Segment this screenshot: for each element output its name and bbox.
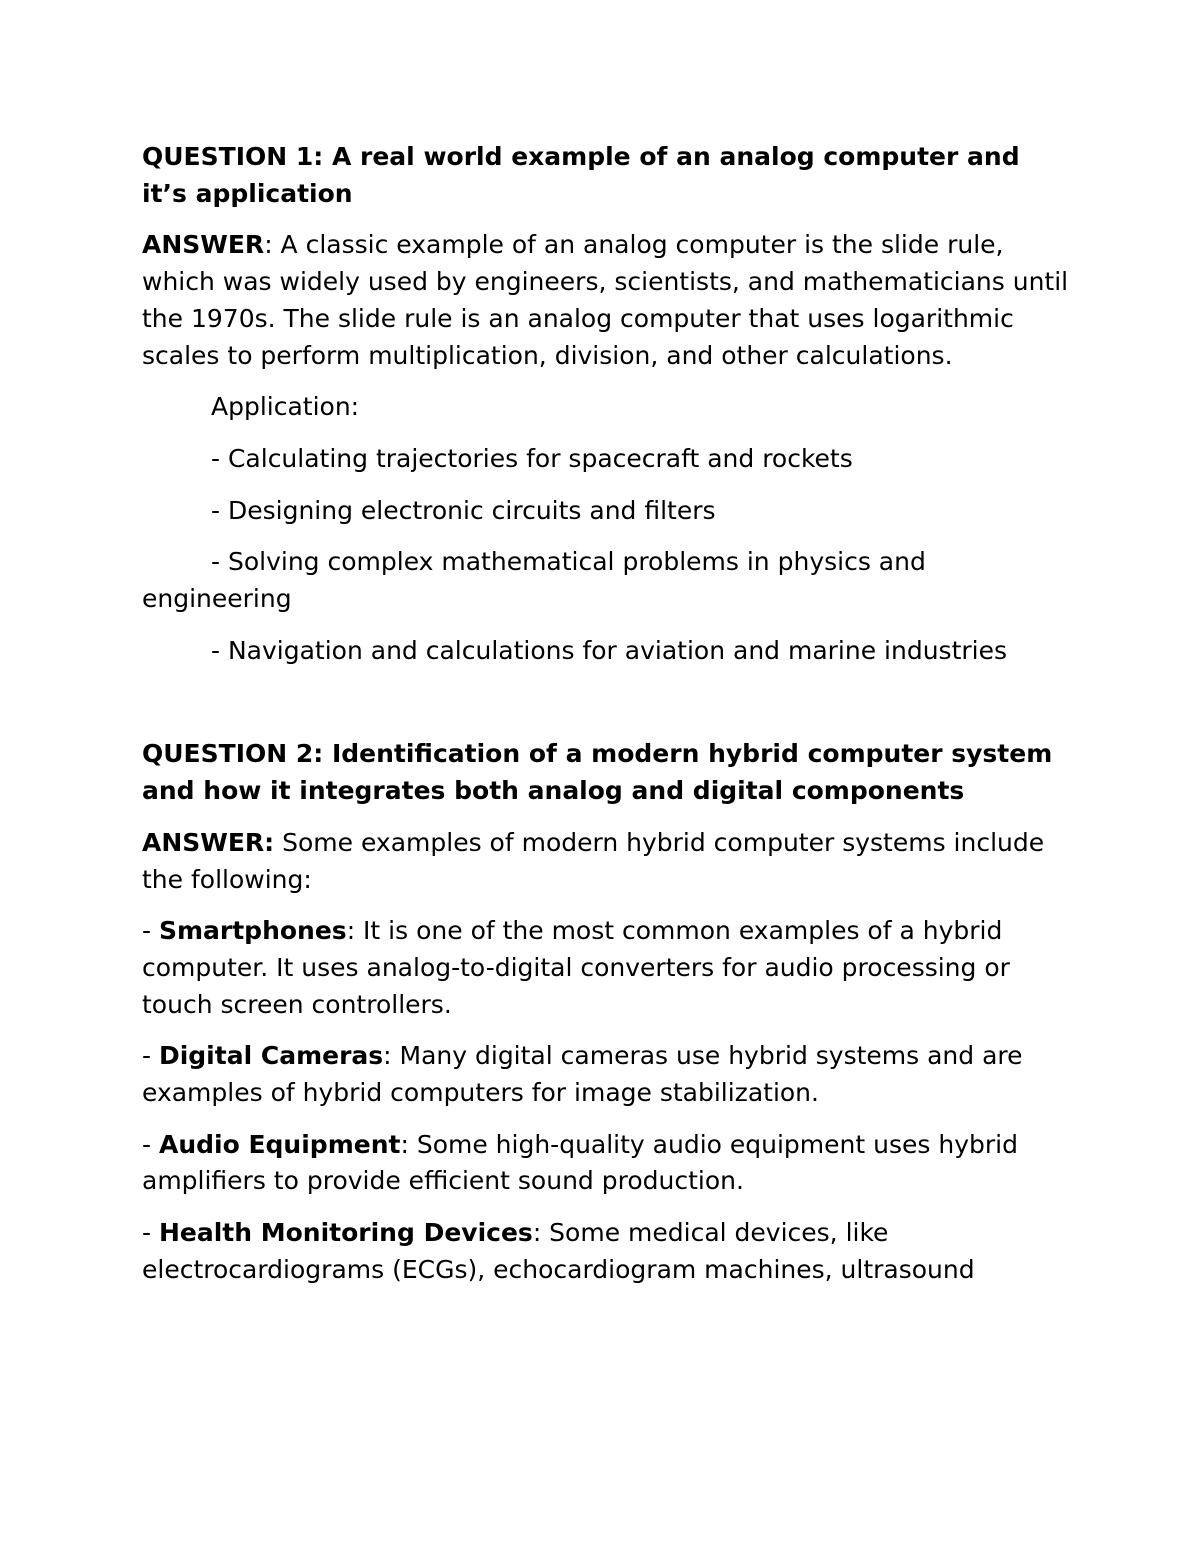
question-2-heading: QUESTION 2: Identification of a modern hybrid computer system and how it integrates both analog and digital components — [142, 739, 1053, 806]
hybrid-example-item — [142, 1038, 1072, 1111]
item-text: : Some high-quality audio equipment uses hybrid amplifiers to provide efficient sound production. — [142, 1129, 1018, 1196]
answer-text: Some examples of modern hybrid computer systems include the following: — [142, 827, 1045, 894]
item-text: : Some medical devices, like electrocardiograms (ECGs), echocardiogram machines, ultrasound — [142, 1218, 975, 1284]
item-prefix: - — [142, 1129, 159, 1159]
application-item: - Navigation and calculations for aviation and marine industries — [211, 635, 1008, 665]
answer-text: : A classic example of an analog computer is the slide rule, which was widely used by engineers, scientists, and mathematicians until the 1970s. The slide rule is an analog computer that uses logarithmic scales to perform multiplication, division, and other calculations. — [142, 230, 1069, 370]
item-term: Smartphones — [158, 916, 347, 946]
application-item: - Calculating trajectories for spacecraft and rockets — [211, 443, 853, 473]
item-term: Health Monitoring Devices — [158, 1218, 533, 1248]
hybrid-example-item — [142, 1127, 1072, 1200]
answer-label: ANSWER — [142, 230, 265, 260]
application-item: - Solving complex mathematical problems in physics and engineering — [142, 547, 926, 614]
application-label: Application: — [211, 392, 360, 422]
item-text: : It is one of the most common examples of a hybrid computer. It uses analog-to-digital converters for audio processing or touch screen controllers. — [142, 916, 1010, 1019]
document-page — [142, 139, 1072, 1304]
application-item: - Designing electronic circuits and filters — [211, 495, 716, 525]
question-1-answer — [142, 227, 1072, 374]
hybrid-example-item — [142, 1215, 1072, 1288]
item-term: Audio Equipment — [158, 1129, 401, 1159]
item-text: : Many digital cameras use hybrid systems and are examples of hybrid computers for image stabilization. — [142, 1041, 1023, 1108]
hybrid-example-item — [142, 913, 1072, 1023]
item-term: Digital Cameras — [158, 1041, 384, 1071]
section-spacer — [142, 684, 1072, 736]
question-1-heading: QUESTION 1: A real world example of an analog computer and it’s application — [142, 142, 1020, 208]
answer-label: ANSWER: — [142, 827, 275, 857]
question-2-answer — [142, 825, 1072, 898]
item-prefix: - — [142, 916, 159, 946]
item-prefix: - — [142, 1041, 159, 1071]
item-prefix: - — [142, 1218, 159, 1248]
